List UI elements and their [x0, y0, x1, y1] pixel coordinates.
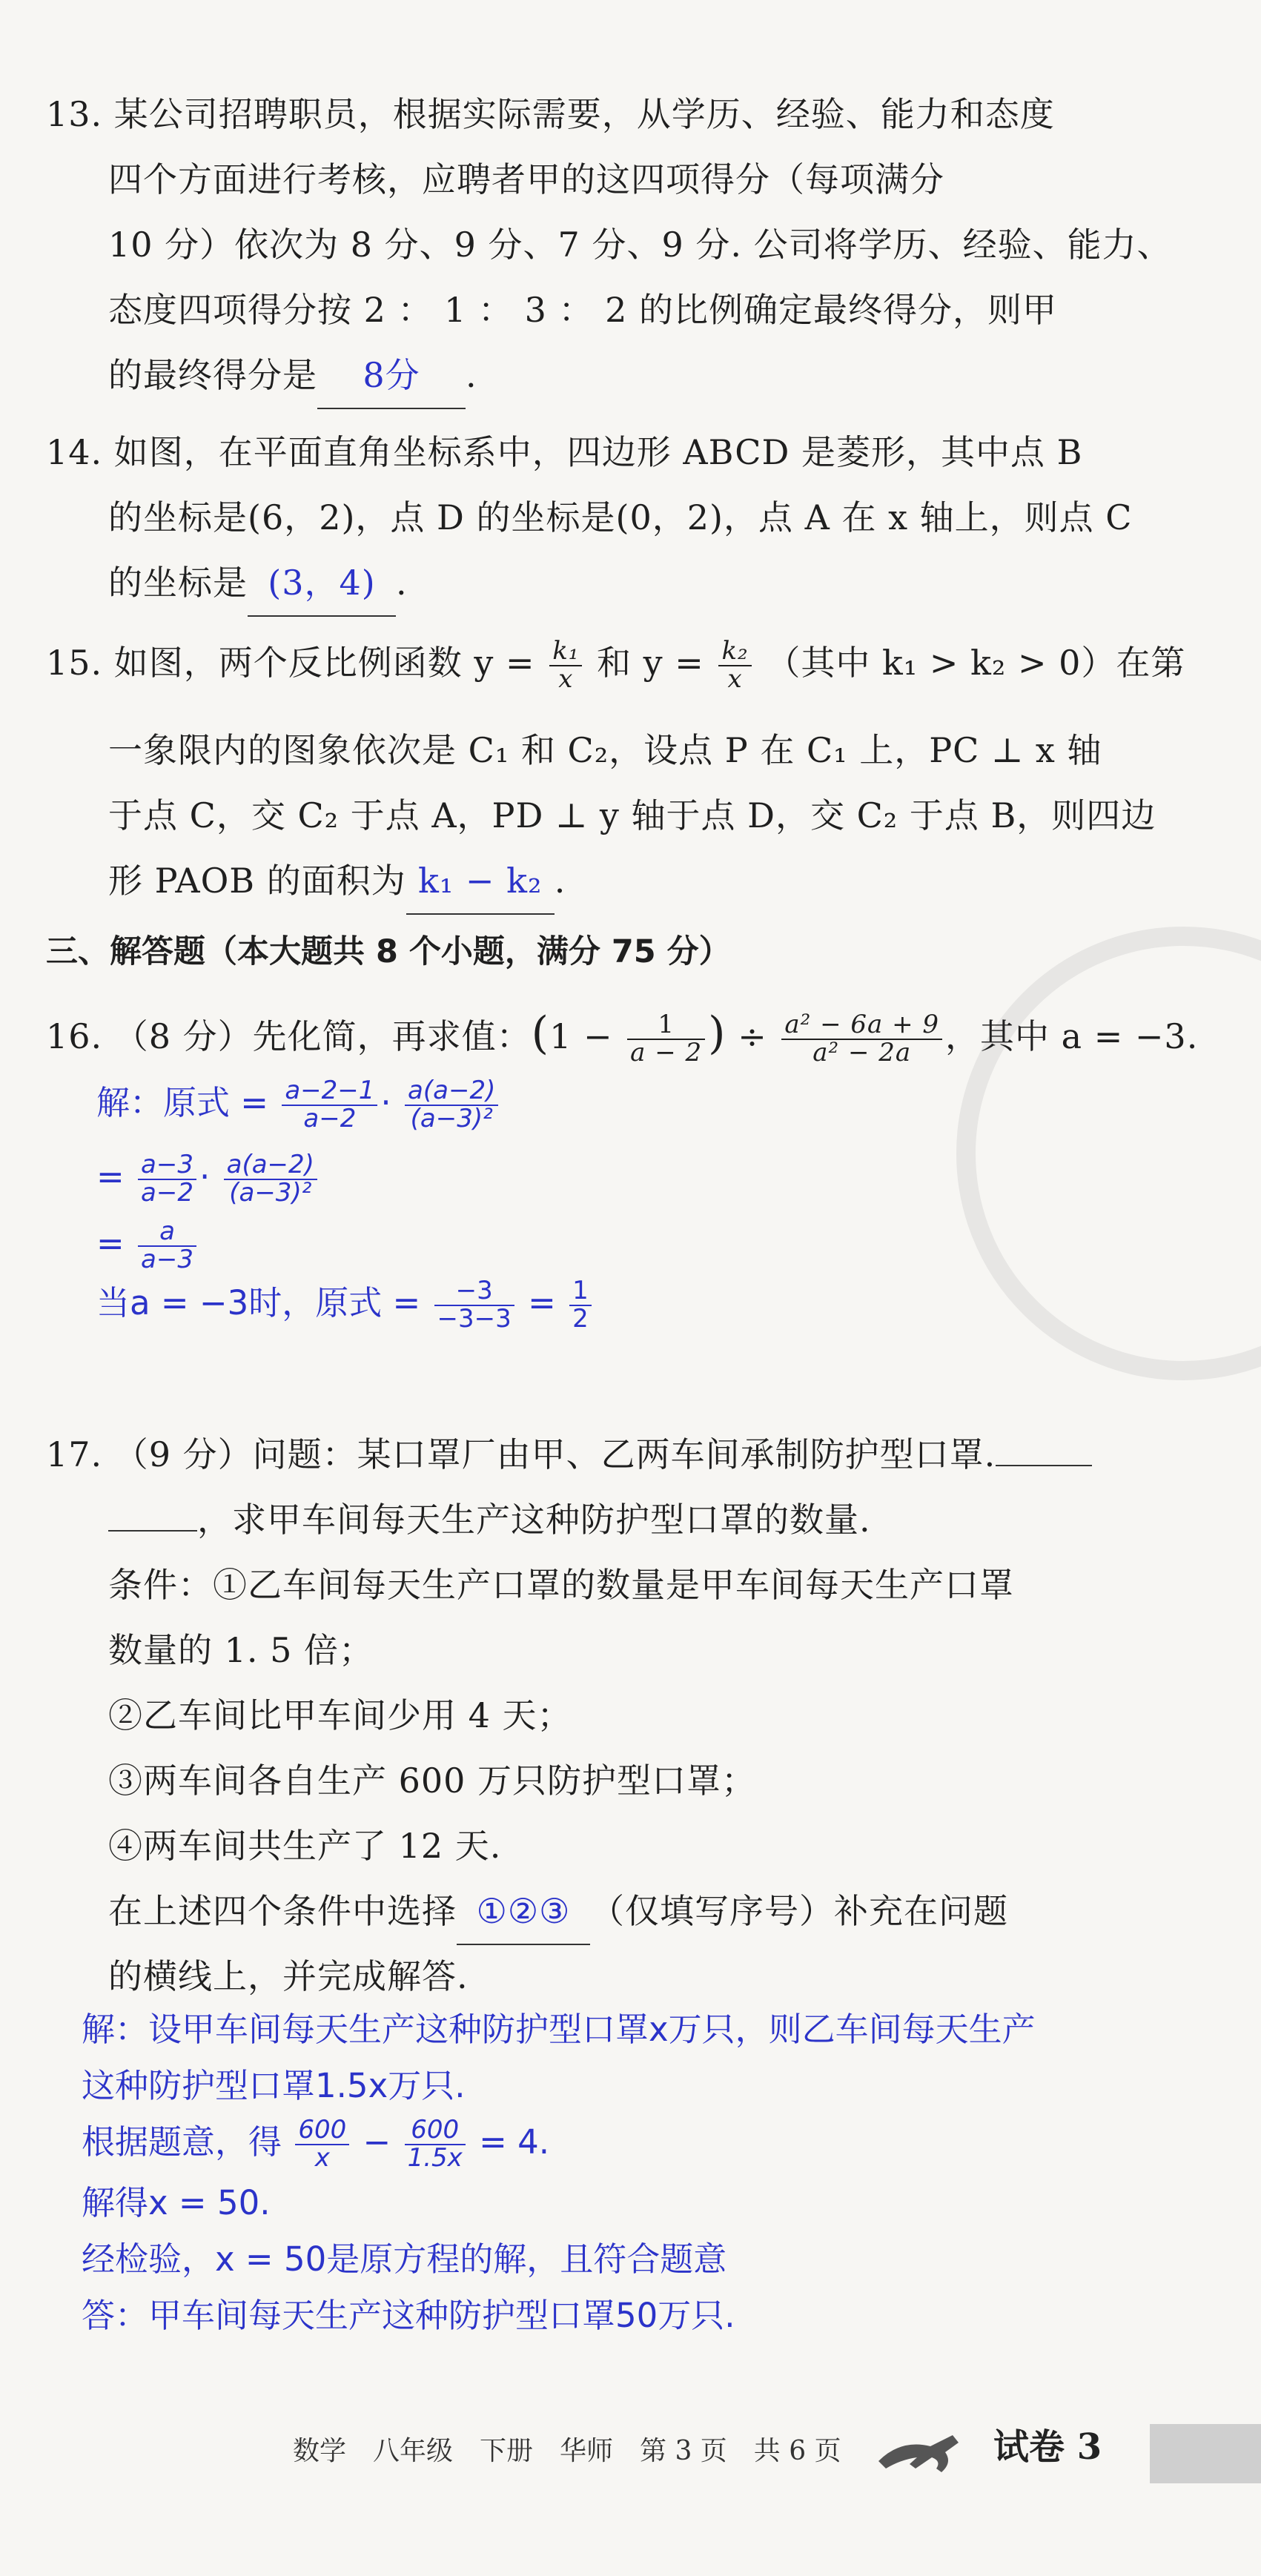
q14-suffix: .: [396, 563, 408, 603]
page-footer: 数学 八年级 下册 华师 第 3 页 共 6 页: [293, 2436, 841, 2466]
q13-prefix: 的最终得分是: [108, 355, 317, 395]
q15-line-4: [108, 848, 566, 915]
q15-prefix: 形 PAOB 的面积为: [108, 861, 406, 901]
q16-tail: ，其中 a = −3.: [945, 1016, 1199, 1056]
q17-cond-4: ④两车间共生产了 12 天.: [108, 1826, 502, 1866]
q17-solution-line-6: 答：甲车间每天生产这种防护型口罩50万只.: [82, 2296, 735, 2335]
q16-expr: 1 −: [549, 1016, 613, 1056]
q13-line-1: 13. 某公司招聘职员，根据实际需要，从学历、经验、能力和态度: [46, 94, 1055, 134]
q13-line-3: 10 分）依次为 8 分、9 分、7 分、9 分. 公司将学历、经验、能力、: [108, 225, 1172, 265]
horse-logo-icon: [871, 2417, 982, 2483]
q17-solution-line-3: 根据题意，得 $\frac{600}{x}$ − $\frac{600}{1.5x}$ = 4.: [82, 2115, 550, 2173]
q13-line-5: [108, 342, 477, 409]
q14-prefix: 的坐标是: [108, 563, 248, 603]
q13-answer-blank: 8分: [317, 342, 466, 409]
q17-line-1: 17. （9 分）问题：某口罩厂由甲、乙两车间承制防护型口罩.: [46, 1422, 1092, 1487]
q15-line-2: 一象限内的图象依次是 C₁ 和 C₂，设点 P 在 C₁ 上，PC ⊥ x 轴: [108, 730, 1102, 770]
q14-line-2: 的坐标是(6，2)，点 D 的坐标是(0，2)，点 A 在 x 轴上，则点 C: [108, 497, 1133, 537]
q15-line-3: 于点 C，交 C₂ 于点 A，PD ⊥ y 轴于点 D，交 C₂ 于点 B，则四边: [108, 795, 1156, 835]
page-tab: [1150, 2424, 1261, 2483]
q17-answer-blank: ①②③: [457, 1878, 590, 1945]
q15-suffix: .: [554, 861, 566, 901]
q17-solution-line-1: 解：设甲车间每天生产这种防护型口罩x万只，则乙车间每天生产: [82, 2010, 1036, 2049]
paper-badge: 试卷 3: [993, 2426, 1102, 2468]
q17-solution-line-4: 解得x = 50.: [82, 2183, 271, 2222]
q14-answer-blank: (3，4): [248, 550, 396, 617]
q15-line-1: [46, 630, 1185, 695]
q14-line-3: [108, 550, 408, 617]
q16-solution-line-4: 当a = −3时，原式 = $\frac{-3}{-3-3}$ = $\frac{1}{2}$: [96, 1275, 595, 1333]
q16-solution-line-3: = $\frac{a}{a-3}$: [96, 1216, 199, 1274]
q16-prefix: 16. （8 分）先化简，再求值：: [46, 1016, 532, 1056]
q13-suffix: .: [466, 355, 477, 395]
q17-cond-2: ②乙车间比甲车间少用 4 天；: [108, 1695, 572, 1735]
q13-line-2: 四个方面进行考核，应聘者甲的这四项得分（每项满分: [108, 159, 944, 199]
q16-fraction-2: $\frac{\text{a² − 6a + 9}}{\text{a² − 2a}}$: [781, 1012, 942, 1066]
q16-solution-line-1: 解：原式 = $\frac{a-2-1}{a-2}$ · $\frac{a(a-2)}{\text{(a−3)²}}$: [96, 1075, 501, 1133]
q15-answer-blank: k₁ − k₂: [406, 848, 555, 915]
q15-text-b: 和 y =: [597, 643, 704, 683]
q17-line-2: ，求甲车间每天生产这种防护型口罩的数量.: [108, 1487, 871, 1552]
q14-line-1: 14. 如图，在平面直角坐标系中，四边形 ABCD 是菱形，其中点 B: [46, 432, 1083, 472]
q13-line-4: 态度四项得分按 2 ： 1 ： 3 ： 2 的比例确定最终得分，则甲: [108, 290, 1058, 330]
q15-text-a: 15. 如图，两个反比例函数 y =: [46, 643, 535, 683]
watermark-seal: [956, 927, 1261, 1380]
q15-fraction-k2: $\frac{\text{k₂}}{x}$: [718, 638, 751, 692]
q16-line-1: 16. （8 分）先化简，再求值：(1 − $\frac{1}{a - 2}$ ) ÷ $\frac{\text{a² − 6a + 9}}{\text{a² − 2a}}$ ，其中 a = −3.: [46, 1007, 1199, 1067]
q16-divide: ÷: [738, 1016, 767, 1056]
q16-solution-line-2: = $\frac{a-3}{a-2}$ · $\frac{a(a-2)}{\text{(a−3)²}}$: [96, 1149, 320, 1207]
q15-fraction-k1: $\frac{\text{k₁}}{x}$: [549, 638, 582, 692]
q17-choose-line-2: 的横线上，并完成解答.: [108, 1956, 469, 1996]
q16-fraction-1: $\frac{1}{a - 2}$: [627, 1012, 705, 1066]
q17-solution-line-5: 经检验，x = 50是原方程的解，且符合题意: [82, 2239, 727, 2279]
q17-cond-1: 条件：①乙车间每天生产口罩的数量是甲车间每天生产口罩: [108, 1565, 1014, 1605]
q17-solution-line-2: 这种防护型口罩1.5x万只.: [82, 2066, 466, 2105]
section-heading: 三、解答题（本大题共 8 个小题，满分 75 分）: [46, 933, 731, 970]
q17-cond-1b: 数量的 1. 5 倍；: [108, 1630, 374, 1670]
q17-choose-line: 在上述四个条件中选择 ①②③ （仅填写序号）补充在问题: [108, 1878, 1008, 1945]
q17-cond-3: ③两车间各自生产 600 万只防护型口罩；: [108, 1761, 757, 1801]
q15-text-c: （其中 k₁ > k₂ > 0）在第: [766, 643, 1186, 683]
